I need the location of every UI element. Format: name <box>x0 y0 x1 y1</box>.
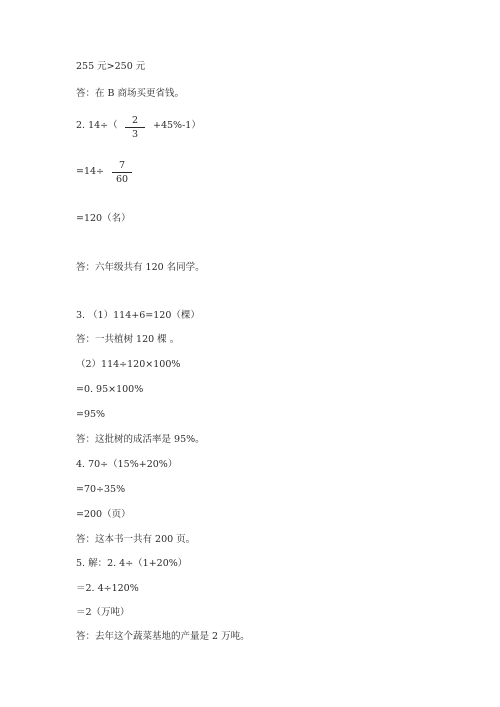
line-step-decimal: =0. 95×100% <box>76 384 144 395</box>
line-price-comparison: 255 元>250 元 <box>76 61 146 72</box>
fraction-numerator: 2 <box>131 115 139 126</box>
line-problem-2-start: 2. 14÷（ <box>76 120 118 131</box>
fraction-bar <box>125 127 145 128</box>
line-answer-5: 答：去年这个蔬菜基地的产量是 2 万吨。 <box>76 631 250 642</box>
line-problem-5: 5. 解：2. 4÷（1+20%） <box>76 558 188 569</box>
line-result-200: =200（页） <box>76 509 131 520</box>
line-step-percent: =95% <box>76 409 106 420</box>
line-problem-3-1: 3. （1）114+6=120（棵） <box>76 310 200 321</box>
fraction-two-thirds <box>125 115 145 140</box>
line-problem-2-end: +45%-1） <box>153 120 201 131</box>
line-problem-4: 4. 70÷（15%+20%） <box>76 459 178 470</box>
line-step-5: ＝2. 4÷120% <box>76 583 139 594</box>
line-answer-3-2: 答：这批树的成活率是 95%。 <box>76 434 205 445</box>
fraction-bar <box>112 172 132 173</box>
fraction-denominator: 3 <box>131 129 139 140</box>
fraction-numerator: 7 <box>118 160 126 171</box>
line-step-4: =70÷35% <box>76 484 126 495</box>
line-result-120: =120（名） <box>76 213 131 224</box>
fraction-denominator: 60 <box>115 174 129 185</box>
line-result-2: ＝2（万吨） <box>76 607 130 618</box>
line-answer-1: 答：在 B 商场买更省钱。 <box>76 88 185 99</box>
fraction-seven-sixtieths <box>112 160 132 185</box>
line-answer-4: 答：这本书一共有 200 页。 <box>76 534 196 545</box>
line-step-divide: =14÷ <box>76 166 105 177</box>
line-answer-3-1: 答：一共植树 120 棵 。 <box>76 334 180 345</box>
line-answer-2: 答：六年级共有 120 名同学。 <box>76 262 205 273</box>
line-problem-3-2: （2）114÷120×100% <box>76 359 181 370</box>
